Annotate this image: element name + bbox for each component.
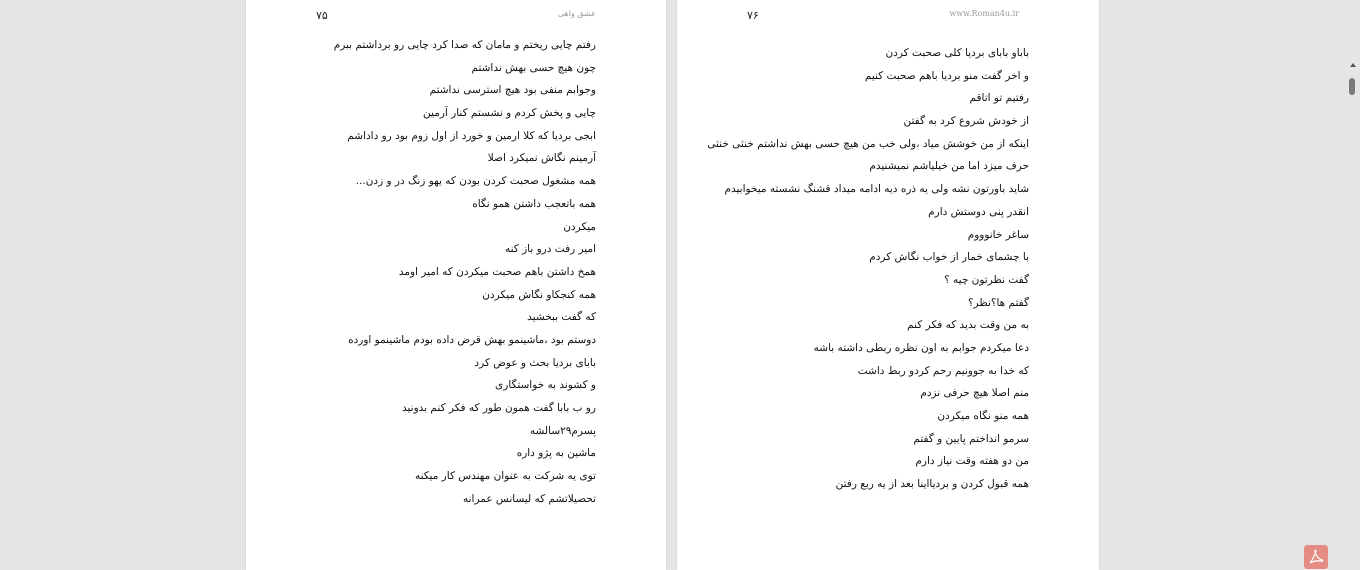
- text-line: باباو بابای بردیا کلی صحبت کردن: [885, 47, 1029, 59]
- text-line: آرمینم نگاش نمیکرد اصلا: [487, 152, 596, 165]
- text-line: گفتم ها؟نظر؟: [967, 296, 1029, 309]
- text-line: ماشین به پژو داره: [516, 447, 596, 460]
- text-line: همه مشغول صحبت کردن بودن که یهو زنگ در و زدن...: [355, 175, 596, 188]
- page-number: ۷۶: [747, 9, 759, 22]
- scroll-thumb[interactable]: [1349, 78, 1355, 95]
- text-line: ابجی بردیا که کلا ارمین و خورد از اول زوم بود رو داداشم: [347, 129, 596, 142]
- text-line: گفت نظرتون چیه ؟: [944, 273, 1029, 286]
- text-line: همه منو نگاه میکردن: [937, 410, 1029, 422]
- text-line: تحصیلاتشم که لیسانس عمرانه: [463, 492, 596, 505]
- text-line: حرف میزد اما من خیلیاشم نمیشنیدم: [869, 160, 1029, 173]
- text-line: همه کنجکاو نگاش میکردن: [482, 288, 596, 301]
- text-line: و اخر گفت منو بردیا باهم صحبت کنیم: [864, 69, 1029, 82]
- text-line: همه قبول کردن و بردیااینا بعد از یه ربع رفتن: [835, 478, 1029, 491]
- text-line: چایی و پخش کردم و نشستم کنار آرمین: [423, 107, 596, 120]
- text-line: منم اصلا هیچ حرفی نزدم: [920, 387, 1029, 400]
- page-header: www.Roman4u.ir: [949, 9, 1019, 18]
- text-line: امیر رفت درو باز کنه: [504, 243, 596, 256]
- text-line: بابای بردیا بحث و عوض کرد: [474, 356, 596, 369]
- text-line: ساغر خانوووم: [967, 228, 1029, 241]
- page-text-lines: [707, 42, 1029, 496]
- text-line: که خدا به جوونیم رحم کردو ربط داشت: [857, 364, 1029, 377]
- text-line: همه باتعجب داشتن همو نگاه: [472, 197, 596, 210]
- text-line: رو ب بابا گفت همون طور که فکر کنم بدونید: [401, 402, 596, 414]
- text-line: به من وقت بدید که فکر کنم: [907, 319, 1029, 332]
- text-line: دعا میکردم جوابم به اون نظره ربطی داشته باشه: [813, 341, 1029, 354]
- text-line: با چشمای خمار از خواب نگاش کردم: [869, 251, 1029, 264]
- text-line: من دو هفته وقت نیاز دارم: [915, 455, 1029, 468]
- chevron-up-icon[interactable]: [1350, 63, 1356, 67]
- text-line: سرمو انداختم پایین و گفتم: [913, 432, 1029, 445]
- pdf-acrobat-icon: [1308, 549, 1324, 565]
- text-line: پسرم۲۹سالشه: [529, 424, 596, 437]
- text-line: و کشوند به خواستگاری: [495, 379, 596, 392]
- text-line: رفتم چایی ریختم و مامان که صدا کرد چایی رو برداشتم ببرم: [333, 39, 596, 51]
- text-line: دوستم بود ،ماشینمو بهش قرض داده بودم ماشینمو اورده: [348, 333, 596, 346]
- text-line: توی یه شرکت به عنوان مهندس کار میکنه: [414, 470, 596, 483]
- text-line: انقدر پنی دوستش دارم: [928, 205, 1029, 218]
- page-number: ۷۵: [316, 9, 328, 22]
- text-line: وجوابم منفی بود هیچ استرسی نداشتم: [429, 84, 596, 97]
- text-line: از خودش شروع کرد به گفتن: [903, 115, 1029, 128]
- page-text-lines: [296, 34, 596, 510]
- text-line: که گفت ببخشید: [527, 311, 596, 324]
- pdf-acrobat-button[interactable]: [1304, 545, 1328, 569]
- document-page-75: [246, 0, 666, 570]
- text-line: اینکه از من خوشش میاد ،ولی خب من هیچ حسی بهش نداشتم خنثی خنثی: [707, 137, 1029, 150]
- text-line: چون هیچ حسی بهش نداشتم: [471, 61, 596, 74]
- page-header: عشق واهی: [557, 9, 596, 18]
- vertical-scrollbar[interactable]: [1346, 0, 1360, 570]
- document-page-76: [677, 0, 1099, 570]
- text-line: میکردن: [563, 220, 596, 233]
- text-line: شاید باورتون نشه ولی یه ذره دیه ادامه میداد قشنگ نشسته میخوابیدم: [724, 183, 1029, 196]
- text-line: رفتیم تو اتاقم: [969, 92, 1029, 105]
- text-line: همخ داشتن باهم صحبت میکردن که امیر اومد: [398, 265, 596, 278]
